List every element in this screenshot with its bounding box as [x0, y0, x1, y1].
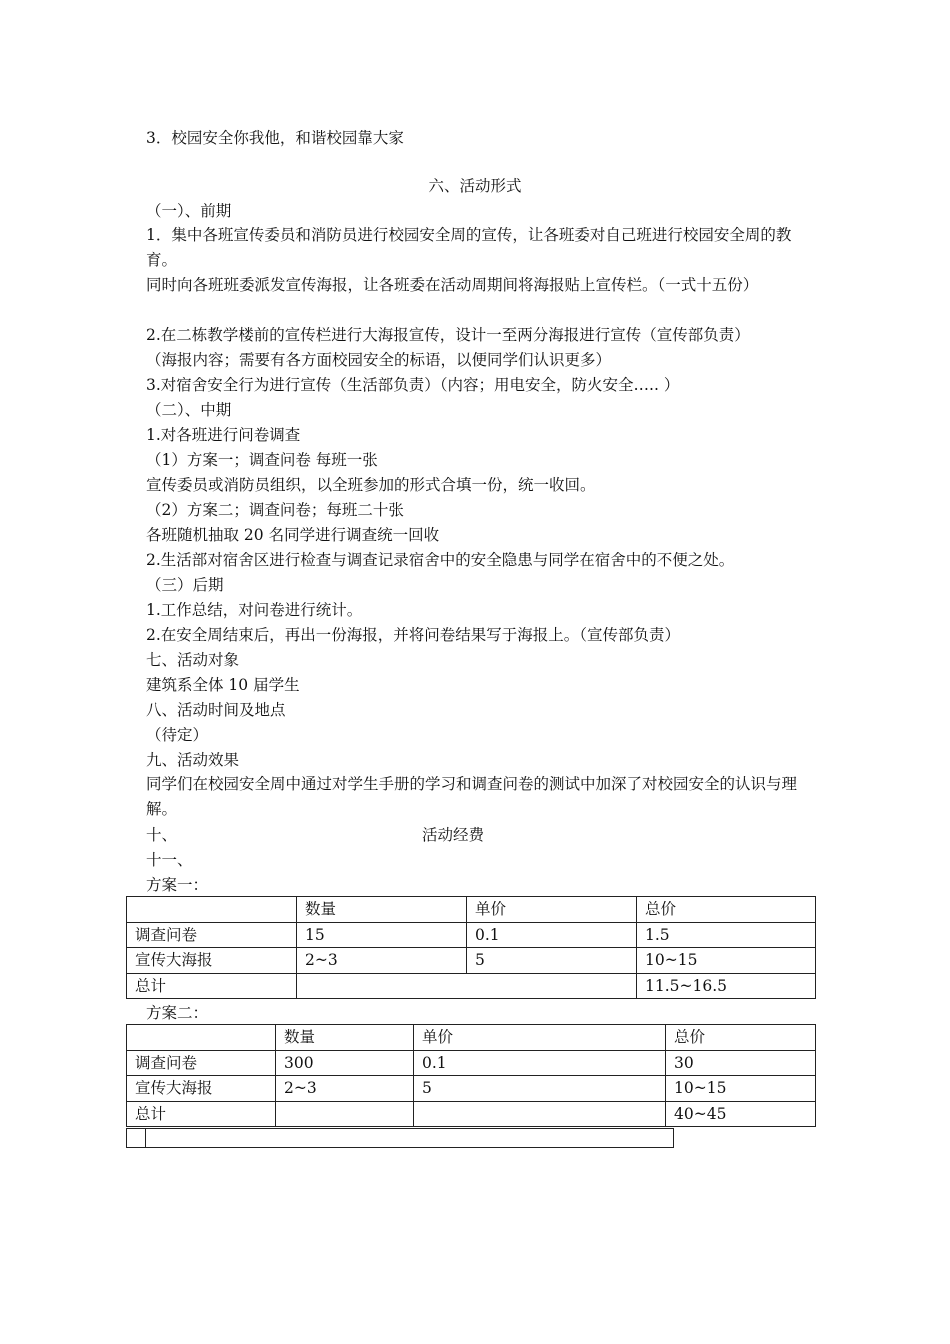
section-8-title: 八、活动时间及地点: [146, 701, 286, 719]
plan-1-table: [126, 896, 816, 999]
section-11-number: 十一、: [146, 851, 193, 869]
total-label: 总计: [127, 973, 297, 999]
header-cell: 总价: [666, 1025, 816, 1051]
table-row: [127, 948, 816, 974]
table-cell: 300: [276, 1050, 414, 1076]
section-6-title: 六、活动形式: [428, 177, 522, 195]
table-row: [127, 1050, 816, 1076]
section-8-body: （待定）: [146, 726, 209, 744]
table-cell: 15: [297, 922, 467, 948]
table-cell: 5: [467, 948, 637, 974]
total-value: 11.5~16.5: [637, 973, 816, 999]
table-cell: 宣传大海报: [127, 1076, 276, 1102]
table-cell: 调查问卷: [127, 1050, 276, 1076]
early-paragraph-1: 1．集中各班宣传委员和消防员进行校园安全周的宣传，让各班委对自己班进行校园安全周的教育。: [146, 226, 792, 269]
header-cell: [127, 1025, 276, 1051]
header-cell: [127, 897, 297, 923]
header-cell: 数量: [276, 1025, 414, 1051]
header-cell: 总价: [637, 897, 816, 923]
plan-2-table: [126, 1024, 816, 1127]
table-cell: 1.5: [637, 922, 816, 948]
table-cell: 2~3: [297, 948, 467, 974]
empty-table-row: [126, 1128, 674, 1148]
item-3: 3．校园安全你我他，和谐校园靠大家: [146, 129, 404, 147]
table-cell: 调查问卷: [127, 922, 297, 948]
section-7-body: 建筑系全体 10 届学生: [146, 676, 300, 694]
table-cell: 10~15: [666, 1076, 816, 1102]
total-value: 40~45: [666, 1101, 816, 1127]
early-paragraph-5: 3.对宿舍安全行为进行宣传（生活部负责）（内容；用电安全，防火安全….. ）: [146, 376, 680, 394]
late-paragraph-2: 2.在安全周结束后，再出一份海报，并将问卷结果写于海报上。（宣传部负责）: [146, 626, 681, 644]
late-heading: （三）后期: [146, 576, 224, 594]
late-paragraph-1: 1.工作总结，对问卷进行统计。: [146, 601, 363, 619]
table-cell: 0.1: [467, 922, 637, 948]
section-9-title: 九、活动效果: [146, 751, 240, 769]
plan-1-label: 方案一：: [146, 876, 209, 894]
table-total-row: [127, 1101, 816, 1127]
section-10-number: 十、: [146, 826, 178, 844]
table-cell: 2~3: [276, 1076, 414, 1102]
early-paragraph-3: 2.在二栋教学楼前的宣传栏进行大海报宣传，设计一至两分海报进行宣传（宣传部负责）: [146, 326, 750, 344]
mid-paragraph-3: 宣传委员或消防员组织，以全班参加的形式合填一份，统一收回。: [146, 476, 596, 494]
table-cell: 10~15: [637, 948, 816, 974]
header-cell: 单价: [414, 1025, 666, 1051]
total-empty: [297, 973, 637, 999]
mid-paragraph-4: （2）方案二；调查问卷；每班二十张: [146, 501, 404, 519]
mid-heading: （二）、中期: [146, 401, 232, 419]
total-empty: [414, 1101, 666, 1127]
section-9-body: 同学们在校园安全周中通过对学生手册的学习和调查问卷的测试中加深了对校园安全的认识与理解。: [146, 775, 798, 818]
mid-paragraph-1: 1.对各班进行问卷调查: [146, 426, 301, 444]
total-empty: [276, 1101, 414, 1127]
table-header-row: [127, 1025, 816, 1051]
table-row: [127, 1076, 816, 1102]
early-paragraph-4: （海报内容；需要有各方面校园安全的标语，以便同学们认识更多）: [146, 351, 612, 369]
header-cell: 单价: [467, 897, 637, 923]
mid-paragraph-2: （1）方案一；调查问卷 每班一张: [146, 451, 378, 469]
early-paragraph-2: 同时向各班班委派发宣传海报，让各班委在活动周期间将海报贴上宣传栏。（一式十五份）: [146, 276, 759, 294]
table-cell: 30: [666, 1050, 816, 1076]
early-heading: （一）、前期: [146, 202, 232, 220]
table-cell: 5: [414, 1076, 666, 1102]
total-label: 总计: [127, 1101, 276, 1127]
mid-paragraph-5: 各班随机抽取 20 名同学进行调查统一回收: [146, 526, 440, 544]
mid-paragraph-6: 2.生活部对宿舍区进行检查与调查记录宿舍中的安全隐患与同学在宿舍中的不便之处。: [146, 551, 735, 569]
header-cell: 数量: [297, 897, 467, 923]
plan-2-label: 方案二：: [146, 1004, 209, 1022]
table-header-row: [127, 897, 816, 923]
section-7-title: 七、活动对象: [146, 651, 240, 669]
table-total-row: [127, 973, 816, 999]
table-row: [127, 922, 816, 948]
section-10-title: 活动经费: [422, 826, 485, 844]
table-cell: 0.1: [414, 1050, 666, 1076]
empty-table-divider: [145, 1129, 146, 1147]
table-cell: 宣传大海报: [127, 948, 297, 974]
